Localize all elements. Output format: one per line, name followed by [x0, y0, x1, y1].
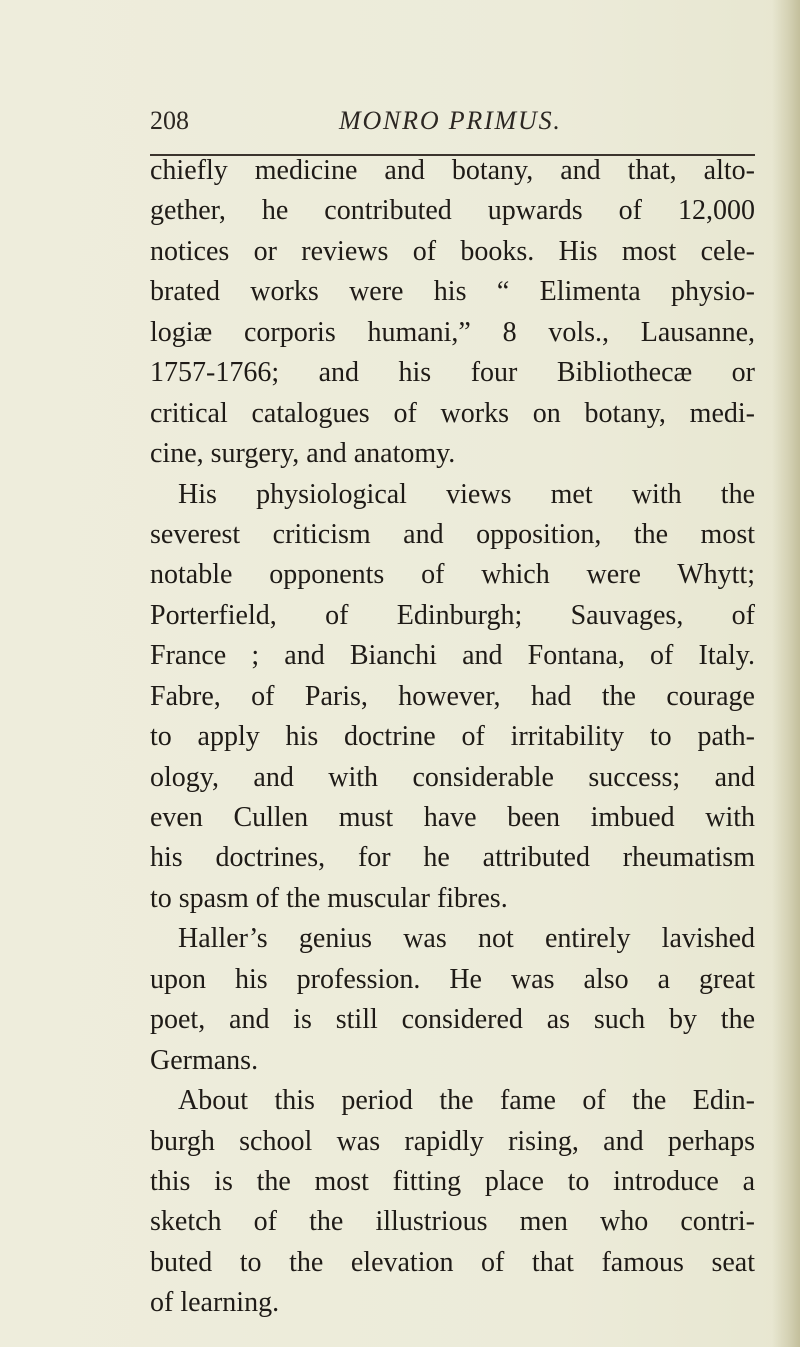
text-line: logiæ corporis humani,” 8 vols., Lausanne,: [150, 316, 755, 348]
text-line: to spasm of the muscular fibres.: [150, 882, 508, 914]
text-line: Germans.: [150, 1044, 259, 1076]
text-line: critical catalogues of works on botany, medi-: [150, 397, 755, 429]
text-line: Porterfield, of Edinburgh; Sauvages, of: [150, 599, 755, 631]
text-line: About this period the fame of the Edin-: [178, 1085, 755, 1117]
page-edge-shadow: [772, 0, 800, 1347]
text-line: upon his profession. He was also a great: [150, 963, 755, 995]
running-head: MONRO PRIMUS.: [339, 106, 562, 135]
text-line: cine, surgery, and anatomy.: [150, 438, 456, 470]
text-line: His physiological views met with the: [178, 478, 755, 510]
page-header: [0, 106, 800, 146]
text-line: Fabre, of Paris, however, had the courage: [150, 680, 755, 712]
text-line: gether, he contributed upwards of 12,000: [150, 195, 755, 227]
text-line: severest criticism and opposition, the most: [150, 518, 755, 550]
text-line: buted to the elevation of that famous seat: [150, 1246, 755, 1278]
text-line: poet, and is still considered as such by the: [150, 1004, 755, 1036]
text-line: sketch of the illustrious men who contri-: [150, 1206, 755, 1238]
text-line: France ; and Bianchi and Fontana, of Italy.: [150, 640, 755, 672]
text-line: brated works were his “ Elimenta physio-: [150, 276, 755, 308]
text-line: this is the most fitting place to introduce a: [150, 1165, 755, 1197]
page-number: 208: [150, 106, 189, 135]
text-line: notices or reviews of books. His most cele-: [150, 235, 755, 267]
text-line: ology, and with considerable success; and: [150, 761, 755, 793]
text-line: even Cullen must have been imbued with: [150, 802, 755, 833]
text-line: to apply his doctrine of irritability to path-: [150, 721, 755, 753]
text-line: of learning.: [150, 1287, 280, 1319]
text-line: 1757-1766; and his four Bibliothecæ or: [150, 357, 755, 389]
body-text: [150, 151, 755, 1324]
text-line: notable opponents of which were Whytt;: [150, 559, 755, 591]
text-line: Haller’s genius was not entirely lavished: [178, 923, 755, 955]
text-line: chiefly medicine and botany, and that, alto-: [150, 155, 755, 186]
text-line: his doctrines, for he attributed rheumatism: [150, 842, 755, 874]
text-line: burgh school was rapidly rising, and perhaps: [150, 1125, 755, 1157]
